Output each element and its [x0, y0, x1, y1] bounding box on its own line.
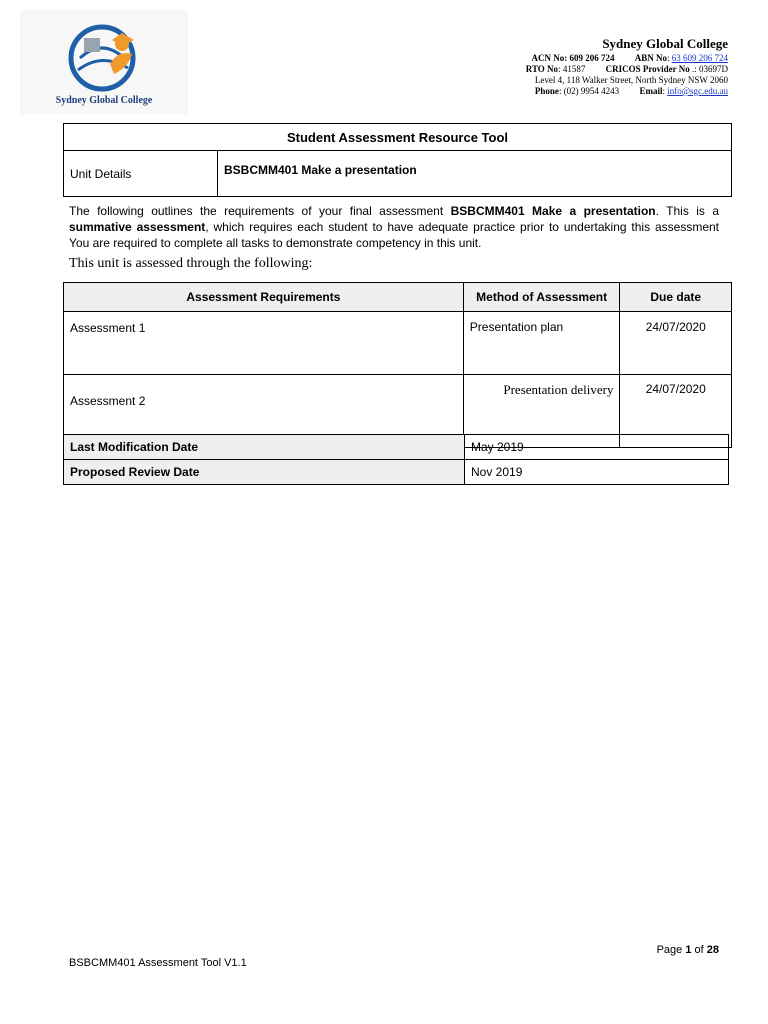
page-of: of [691, 944, 707, 956]
page-prefix: Page [656, 944, 686, 956]
intro-text-3: , which requires each student to have adequate practice prior to undertaking this assessment You are required to complete all tasks to demonstrate competency in this unit. [69, 220, 719, 250]
method-cell: Presentation delivery [463, 375, 620, 448]
last-modification-value: May 2019 [465, 435, 729, 460]
abn-link[interactable]: 63 609 206 724 [671, 53, 728, 63]
review-date-value: Nov 2019 [465, 460, 729, 485]
page-current: 1 [685, 944, 692, 956]
college-details [526, 36, 728, 97]
intro-paragraph [69, 203, 719, 251]
abn-label: ABN No [634, 53, 667, 63]
last-modification-label: Last Modification Date [64, 435, 465, 460]
cricos-label: CRICOS Provider No [605, 64, 690, 74]
email-link[interactable]: info@sgc.edu.au [667, 86, 728, 96]
intro-unit-name: BSBCMM401 Make a presentation [450, 204, 656, 218]
table-row [64, 435, 729, 460]
due-cell: 24/07/2020 [620, 312, 732, 375]
requirement-cell: Assessment 2 [64, 375, 464, 448]
phone-value: : (02) 9954 4243 [558, 86, 620, 96]
globe-graduate-icon [66, 18, 144, 96]
college-logo [20, 10, 188, 114]
logo-wordmark: Sydney Global College [55, 95, 153, 106]
college-name: Sydney Global College [602, 36, 728, 51]
due-cell: 24/07/2020 [620, 375, 732, 448]
address: Level 4, 118 Walker Street, North Sydney NSW 2060 [534, 75, 728, 85]
unit-details-label: Unit Details [64, 151, 218, 197]
acn-label: ACN No [531, 53, 565, 63]
header-method: Method of Assessment [463, 283, 620, 312]
rto-value: : 41587 [558, 64, 586, 74]
resource-tool-table [63, 123, 732, 197]
rto-cricos-line [526, 64, 728, 75]
acn-abn-line: ACN No: 609 206 724 ABN No: 63 609 206 724 [531, 53, 728, 63]
resource-tool-title: Student Assessment Resource Tool [64, 124, 732, 151]
intro-summative: summative assessment [69, 220, 206, 234]
assessment-table [63, 282, 732, 448]
method-cell: Presentation plan [463, 312, 620, 375]
unit-details-value: BSBCMM401 Make a presentation [218, 151, 732, 197]
footer-doc-id: BSBCMM401 Assessment Tool V1.1 [69, 957, 247, 969]
intro-text-2: . This is a [655, 204, 719, 218]
page-number [657, 944, 719, 956]
assessed-through-lead: This unit is assessed through the following: [69, 256, 313, 271]
assessment-table-header [64, 283, 732, 312]
intro-text-1: The following outlines the requirements of your final assessment [69, 204, 451, 218]
phone-email-line: Phone: (02) 9954 4243 Email: info@sgc.edu.au [534, 86, 728, 96]
acn-value: : 609 206 724 [564, 53, 615, 63]
dates-table [63, 434, 729, 485]
requirement-cell: Assessment 1 [64, 312, 464, 375]
page-total: 28 [706, 944, 719, 956]
table-row [64, 460, 729, 485]
review-date-label: Proposed Review Date [64, 460, 465, 485]
rto-label: RTO No [525, 64, 559, 74]
cricos-value: .: 03697D [692, 64, 728, 74]
email-label: Email [639, 86, 663, 96]
header-due-date: Due date [620, 283, 732, 312]
header-requirements: Assessment Requirements [64, 283, 464, 312]
phone-label: Phone [534, 86, 559, 96]
table-row [64, 312, 732, 375]
